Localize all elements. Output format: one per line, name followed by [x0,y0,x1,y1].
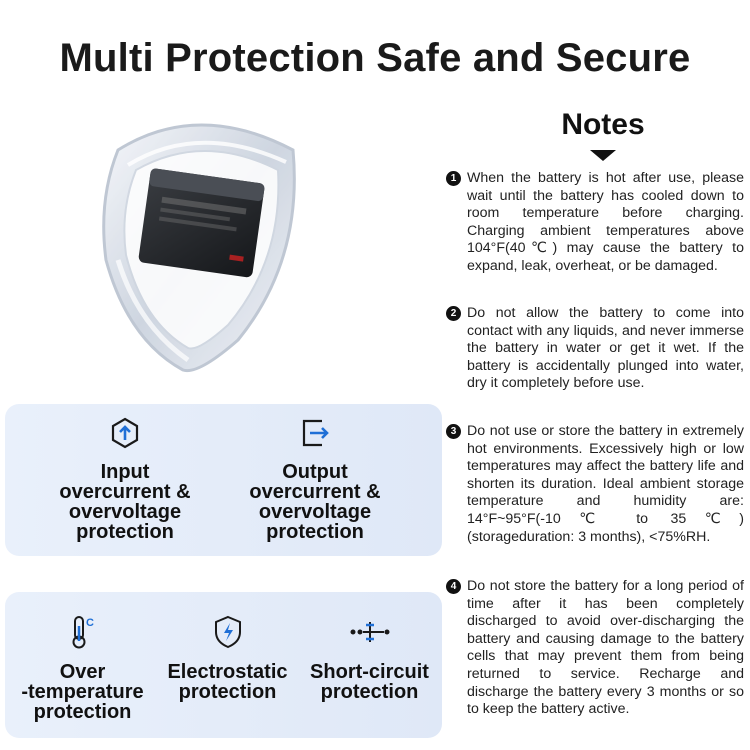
battery-shield-illustration [88,110,318,385]
feature-input-protection [25,416,225,542]
note-number-badge: 3 [446,424,461,439]
feature-line: overcurrent & [249,481,381,503]
protection-panel-2 [5,592,442,738]
note-number-badge: 4 [446,579,461,594]
note-item [446,423,744,546]
page-title: Multi Protection Safe and Secure [59,36,691,80]
feature-line: protection [320,681,419,703]
feature-line: Short-circuit [310,661,429,683]
thermometer-celsius-icon [10,614,155,654]
note-number-badge: 1 [446,171,461,186]
note-item [446,170,744,276]
note-number-badge: 2 [446,306,461,321]
feature-line: protection [33,701,132,723]
note-text: Do not store the battery for a long period of time after it has been completely discharged to avoid over-discharging the battery and causing damage to the battery cells that may prevent them from being returned to service. Recharge and discharge the battery every 3 months or so to keep the battery active. [467,578,744,718]
circuit-icon [297,614,442,654]
output-arrow-icon [215,416,415,454]
feature-line: protection [76,521,174,543]
note-text: When the battery is hot after use, please wait until the battery has cooled down to room temperature before charging. Charging ambient temperatures above 104°F(40℃) may cause the battery to expand, leak, overheat, or be damaged. [467,170,744,274]
feature-line: Over [59,661,106,683]
feature-line: protection [178,681,277,703]
feature-output-protection [215,416,415,542]
note-text: Do not use or store the battery in extremely hot environments. Excessively high or low temperatures may affect the battery life and shorten its duration. Ideal ambient storage temperature and humidity are: 14°F~95°F(-10℃ to 35℃) (storageduration: 3 months), <75%RH. [467,423,744,545]
svg-text:C: C [85,617,94,629]
note-text: Do not allow the battery to come into contact with any liquids, and never immerse the battery in water or get it wet. If the battery is accidentally plunged into water, dry it completely before use. [467,305,744,392]
feature-line: overvoltage [258,501,372,523]
note-item [446,305,744,393]
feature-line: Output [282,461,348,483]
feature-short-circuit [297,614,442,702]
feature-line: Electrostatic [167,661,288,683]
note-item [446,578,744,719]
feature-line: overvoltage [68,501,182,523]
shield-arrow-up-icon [25,416,225,454]
feature-electrostatic [155,614,300,702]
feature-line: Input [100,461,150,483]
notes-down-arrow-icon [590,150,616,161]
protection-panel-1 [5,404,442,556]
feature-line: overcurrent & [59,481,191,503]
feature-line: protection [266,521,364,543]
notes-heading: Notes [561,108,645,141]
feature-over-temperature [10,614,155,722]
shield-lightning-icon [155,614,300,654]
feature-line: -temperature [21,681,144,703]
